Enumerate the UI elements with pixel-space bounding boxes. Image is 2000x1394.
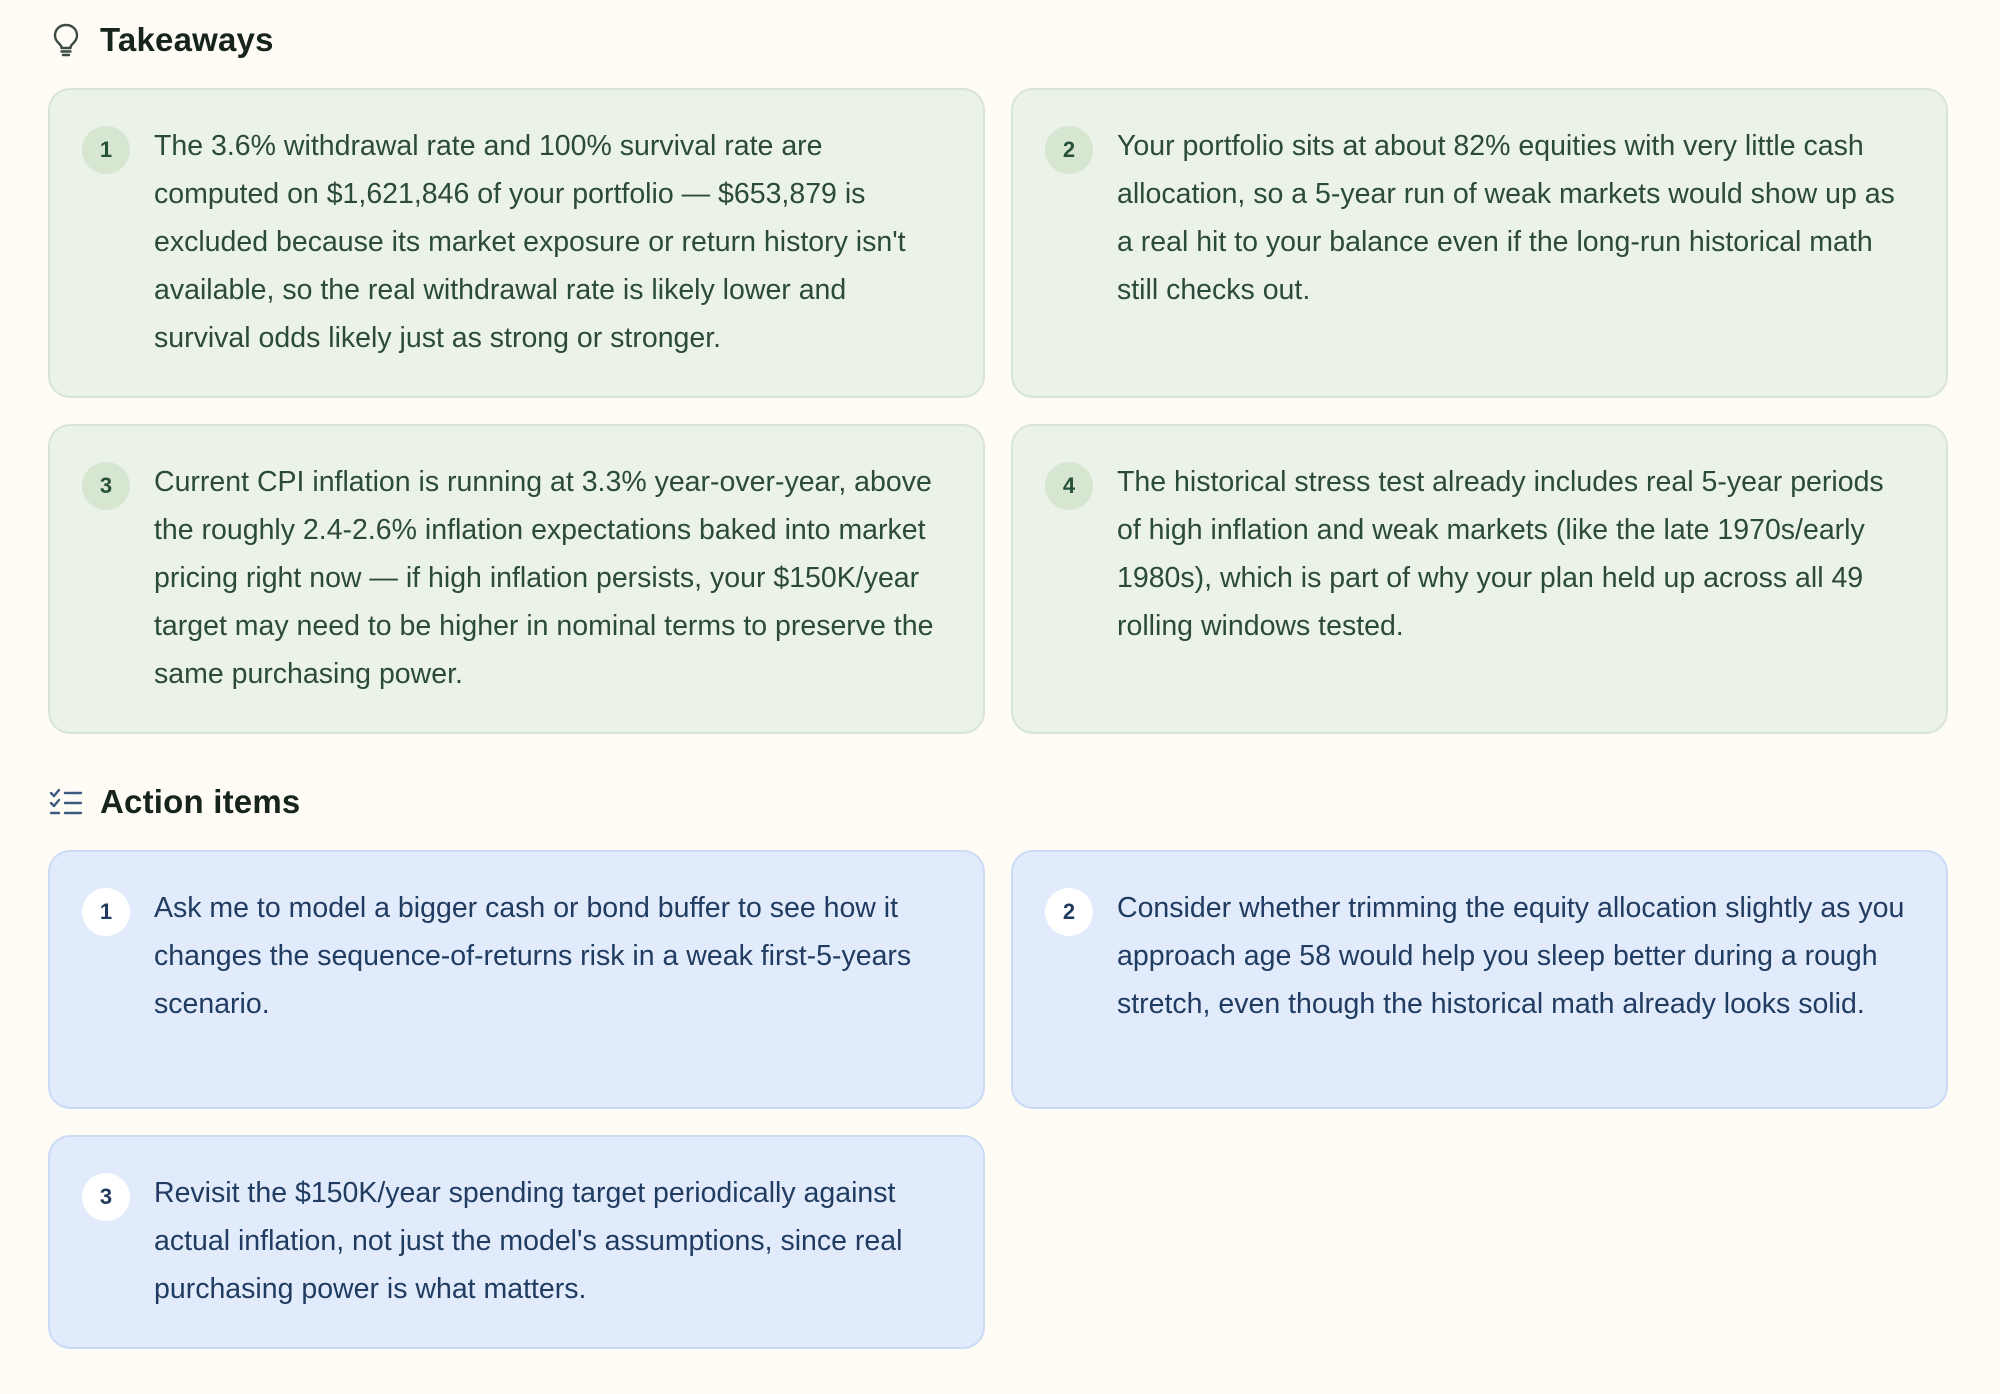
action-items-grid (48, 850, 1948, 1349)
takeaway-card (48, 88, 985, 398)
takeaway-text: Your portfolio sits at about 82% equities with very little cash allocation, so a 5-year run of weak markets would show up as a real hit to your balance even if the long-run historical math still checks out. (1117, 130, 1895, 306)
takeaways-grid (48, 88, 1948, 734)
takeaway-card (1011, 88, 1948, 398)
action-number-badge: 1 (82, 888, 130, 936)
takeaways-title: Takeaways (100, 21, 274, 58)
takeaway-text: The historical stress test already includes real 5-year periods of high inflation and weak markets (like the late 1970s/early 1980s), which is part of why your plan held up across all 49 rolling windows tested. (1117, 466, 1884, 642)
takeaways-header (48, 0, 1948, 80)
action-number-badge: 3 (82, 1173, 130, 1221)
action-item-text: Consider whether trimming the equity allocation slightly as you approach age 58 would help you sleep better during a rough stretch, even though the historical math already looks solid. (1117, 892, 1905, 1020)
takeaway-number-badge: 3 (82, 462, 130, 510)
action-item-text: Revisit the $150K/year spending target periodically against actual inflation, not just the model's assumptions, since real purchasing power is what matters. (154, 1177, 903, 1305)
action-items-title: Action items (100, 783, 301, 820)
takeaway-text: Current CPI inflation is running at 3.3% year-over-year, above the roughly 2.4-2.6% inflation expectations baked into market pricing right now — if high inflation persists, your $150K/year target may need to be higher in nominal terms to preserve the same purchasing power. (154, 466, 934, 690)
takeaway-card (48, 424, 985, 734)
takeaway-number-badge: 2 (1045, 126, 1093, 174)
takeaway-text: The 3.6% withdrawal rate and 100% survival rate are computed on $1,621,846 of your portfolio — $653,879 is excluded because its market exposure or return history isn't available, so the real withdrawal rate is likely lower and survival odds likely just as strong or stronger. (154, 130, 906, 354)
action-number-badge: 2 (1045, 888, 1093, 936)
action-items-header (48, 762, 1948, 842)
action-item-text: Ask me to model a bigger cash or bond buffer to see how it changes the sequence-of-returns risk in a weak first-5-years scenario. (154, 892, 912, 1020)
takeaway-number-badge: 4 (1045, 462, 1093, 510)
takeaway-card (1011, 424, 1948, 734)
lightbulb-icon (48, 22, 84, 58)
action-item-card (48, 1135, 985, 1349)
action-item-card (1011, 850, 1948, 1109)
action-item-card (48, 850, 985, 1109)
checklist-icon (48, 784, 84, 820)
summary-panel (48, 0, 1948, 1349)
takeaway-number-badge: 1 (82, 126, 130, 174)
